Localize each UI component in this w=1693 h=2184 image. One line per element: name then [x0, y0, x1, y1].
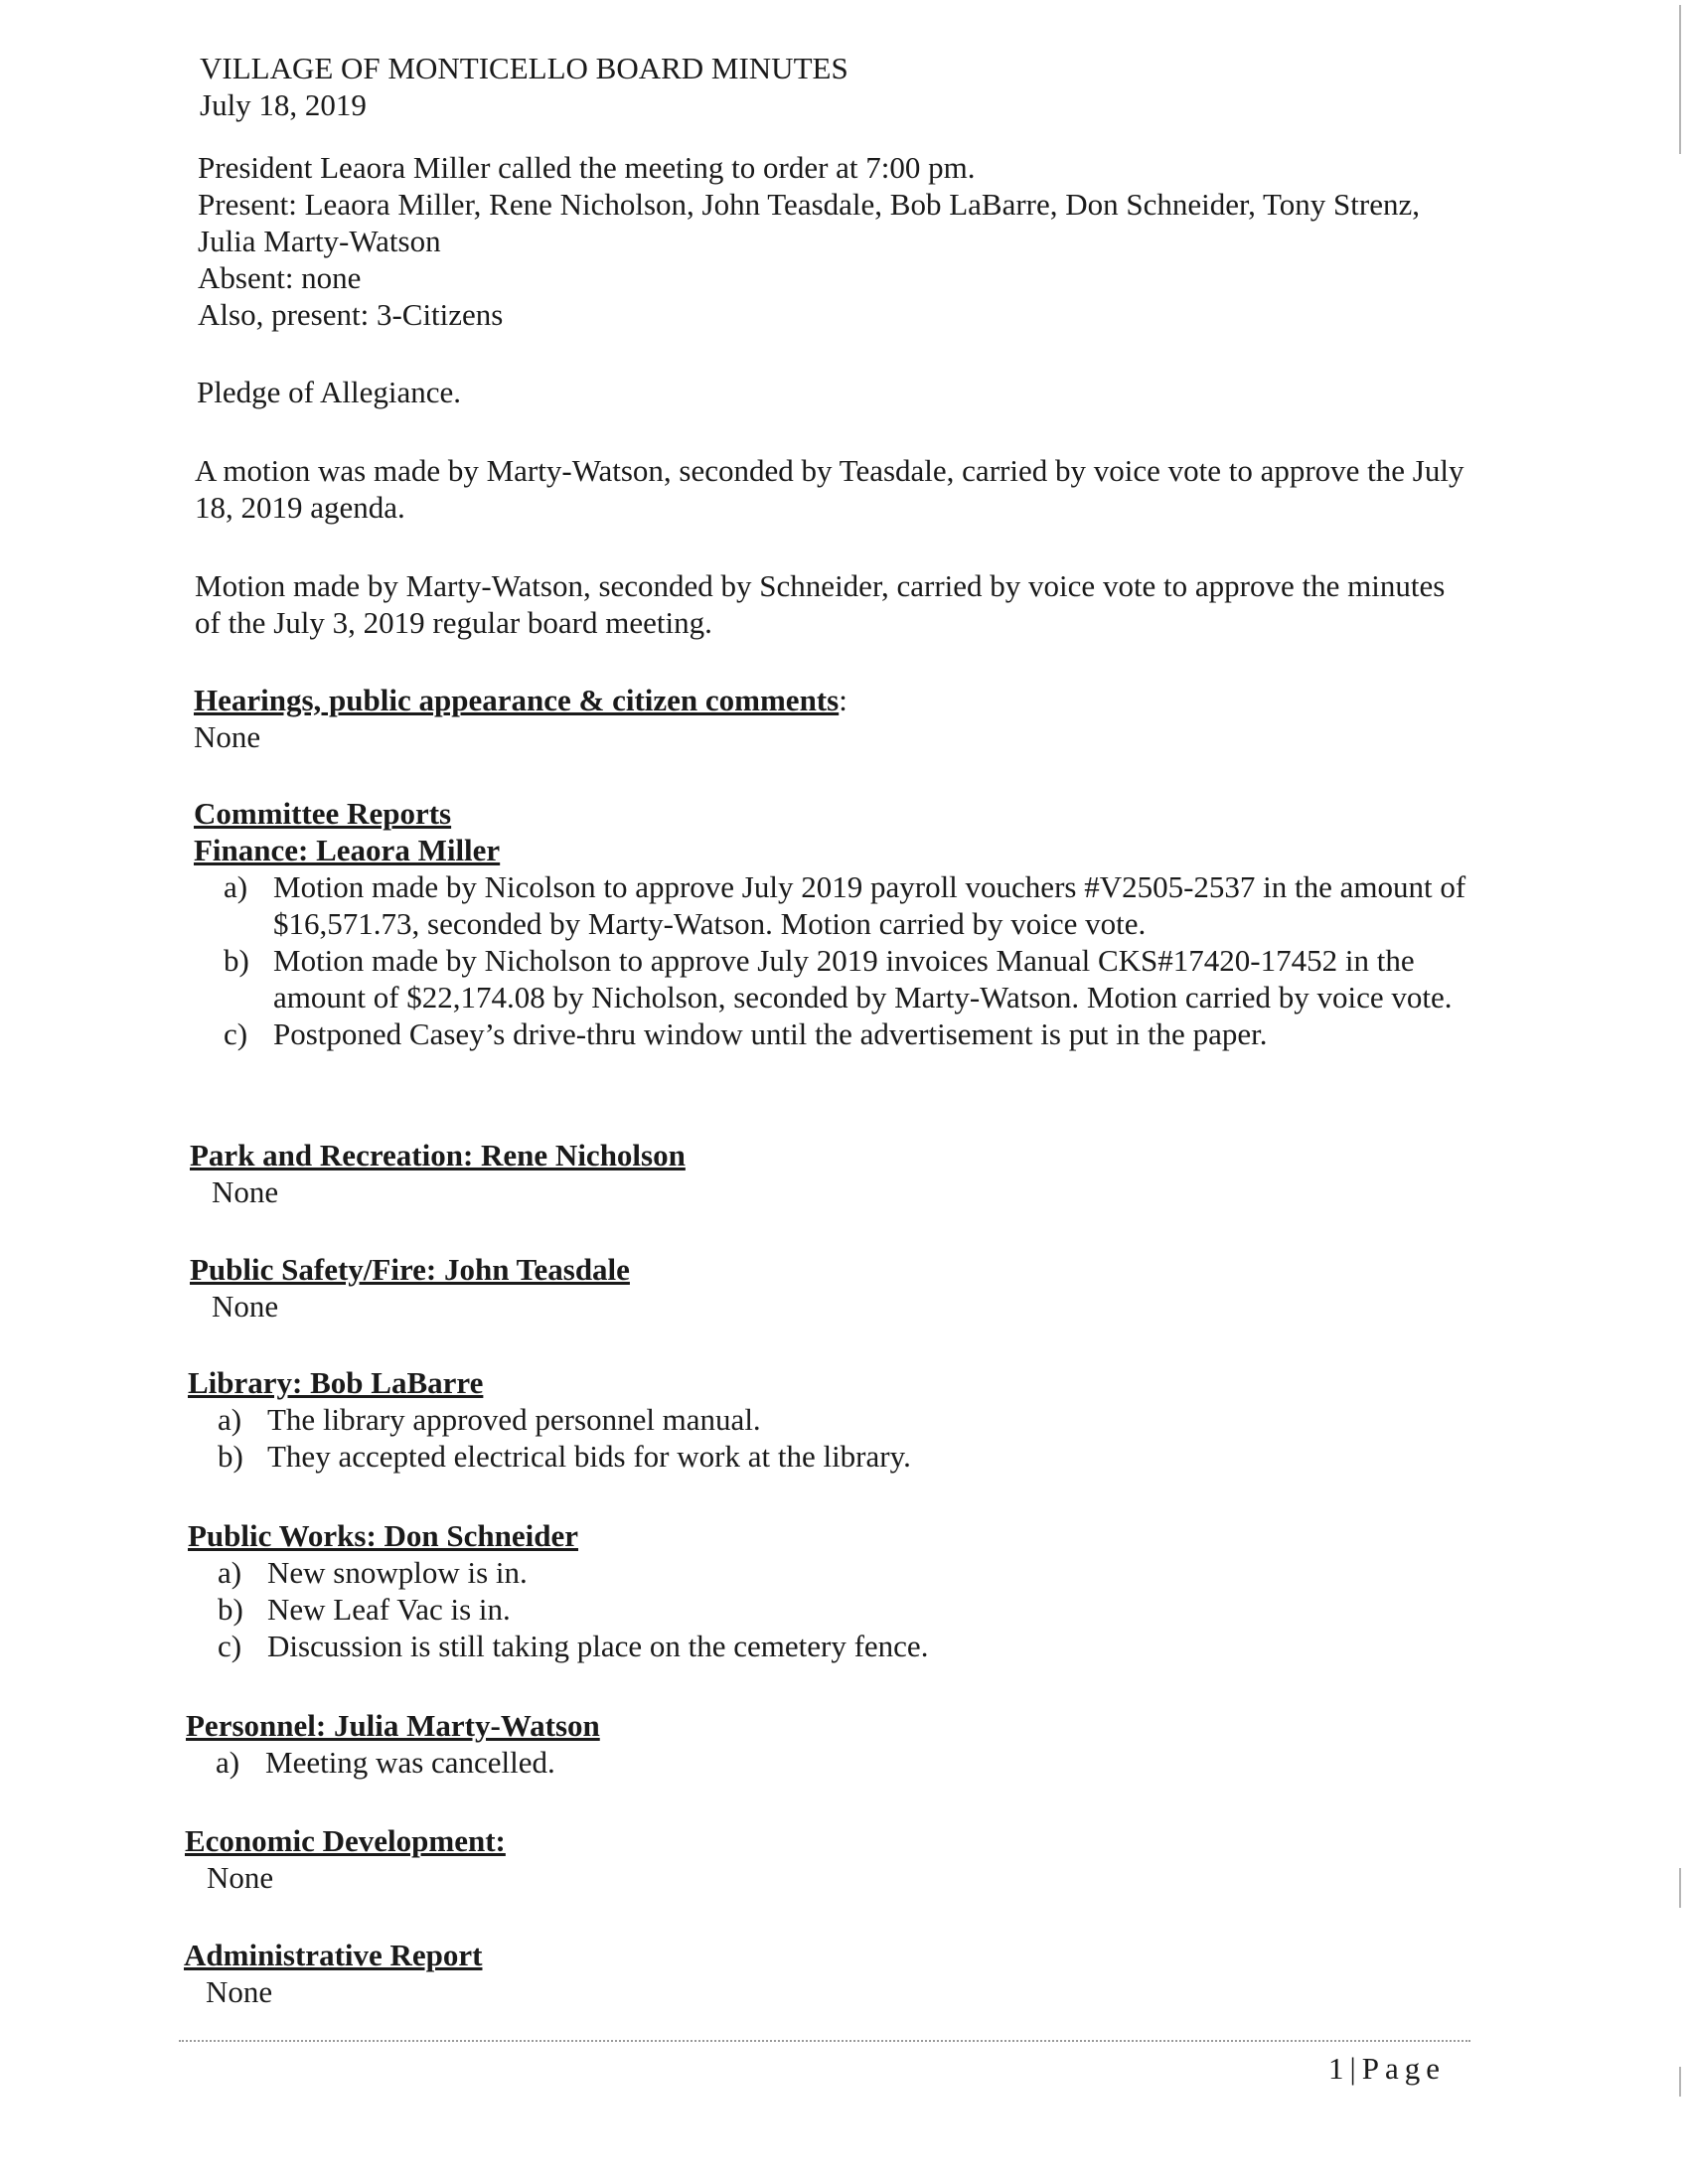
- item-text: New snowplow is in.: [267, 1555, 528, 1590]
- hearings-colon: :: [839, 683, 847, 717]
- also-present-line: Also, present: 3-Citizens: [198, 297, 504, 332]
- item-text: Meeting was cancelled.: [265, 1745, 555, 1780]
- item-text: Motion made by Nicholson to approve July 2019 invoices Manual CKS#17420-17452 in the amount of $22,174.08 by Nicholson, seconded by Marty-Watson. Motion carried by voice vote.: [273, 943, 1453, 1014]
- admin-body: None: [206, 1974, 273, 2009]
- item-text: Postponed Casey’s drive-thru window until the advertisement is put in the paper.: [273, 1016, 1268, 1051]
- list-item: [188, 1401, 1479, 1438]
- list-item: [194, 1015, 1485, 1052]
- item-marker: a): [224, 869, 248, 904]
- item-marker: a): [216, 1745, 240, 1780]
- motion-agenda: A motion was made by Marty-Watson, seconded by Teasdale, carried by voice vote to approve the July 18, 2019 agenda.: [195, 453, 1464, 525]
- list-item: [188, 1591, 1479, 1628]
- list-item: [194, 942, 1485, 1015]
- item-text: The library approved personnel manual.: [267, 1402, 761, 1437]
- scan-edge-mark: [1679, 1868, 1681, 1908]
- item-marker: b): [218, 1592, 243, 1627]
- park-body: None: [212, 1174, 279, 1209]
- safety-heading: Public Safety/Fire: John Teasdale: [190, 1252, 630, 1287]
- item-marker: b): [224, 943, 249, 978]
- personnel-items: [186, 1744, 1477, 1781]
- works-heading: Public Works: Don Schneider: [188, 1518, 579, 1553]
- item-text: New Leaf Vac is in.: [267, 1592, 511, 1627]
- item-marker: c): [224, 1016, 248, 1051]
- admin-section: [184, 1937, 482, 2010]
- economic-body: None: [207, 1860, 274, 1895]
- library-section: [188, 1364, 1479, 1475]
- hearings-body: None: [194, 719, 261, 754]
- item-text: Discussion is still taking place on the cemetery fence.: [267, 1629, 929, 1663]
- title-line-1: VILLAGE OF MONTICELLO BOARD MINUTES: [200, 51, 848, 85]
- opening-section: [198, 149, 1460, 333]
- finance-heading: Finance: Leaora Miller: [194, 833, 501, 867]
- library-items: [188, 1401, 1479, 1475]
- library-heading: Library: Bob LaBarre: [188, 1365, 484, 1400]
- list-item: [188, 1554, 1479, 1591]
- meeting-date: July 18, 2019: [200, 87, 367, 122]
- list-item: [194, 868, 1485, 942]
- list-item: [188, 1438, 1479, 1475]
- personnel-section: [186, 1707, 1477, 1781]
- economic-heading: Economic Development:: [185, 1823, 506, 1858]
- park-section: [190, 1137, 686, 1210]
- list-item: [186, 1744, 1477, 1781]
- committee-reports-heading: Committee Reports: [194, 796, 452, 831]
- item-marker: c): [218, 1629, 242, 1663]
- finance-section: [194, 795, 1485, 1052]
- call-to-order: President Leaora Miller called the meeting to order at 7:00 pm.: [198, 150, 976, 185]
- absent-line: Absent: none: [198, 260, 362, 295]
- hearings-section: [194, 682, 847, 755]
- present-list: Present: Leaora Miller, Rene Nicholson, John Teasdale, Bob LaBarre, Don Schneider, Tony Strenz, Julia Marty-Watson: [198, 187, 1420, 258]
- works-items: [188, 1554, 1479, 1664]
- document-title: [200, 50, 848, 123]
- economic-section: [185, 1822, 506, 1896]
- item-marker: a): [218, 1402, 242, 1437]
- footer-divider: [179, 2040, 1470, 2042]
- park-heading: Park and Recreation: Rene Nicholson: [190, 1138, 686, 1172]
- hearings-heading: Hearings, public appearance & citizen comments: [194, 683, 840, 717]
- safety-section: [190, 1251, 630, 1325]
- finance-items: [194, 868, 1485, 1052]
- item-marker: b): [218, 1439, 243, 1474]
- works-section: [188, 1517, 1479, 1664]
- scan-edge-mark: [1679, 5, 1681, 154]
- list-item: [188, 1628, 1479, 1664]
- personnel-heading: Personnel: Julia Marty-Watson: [186, 1708, 600, 1743]
- page-number: 1|Page: [1328, 2051, 1446, 2086]
- scan-edge-mark: [1679, 2067, 1681, 2097]
- item-text: Motion made by Nicolson to approve July 2019 payroll vouchers #V2505-2537 in the amount of $16,571.73, seconded by Marty-Watson. Motion carried by voice vote.: [273, 869, 1466, 941]
- pledge: Pledge of Allegiance.: [197, 375, 461, 409]
- item-marker: a): [218, 1555, 242, 1590]
- item-text: They accepted electrical bids for work at the library.: [267, 1439, 911, 1474]
- safety-body: None: [212, 1289, 279, 1324]
- motion-minutes: Motion made by Marty-Watson, seconded by Schneider, carried by voice vote to approve the minutes of the July 3, 2019 regular board meeting.: [195, 568, 1446, 640]
- admin-heading: Administrative Report: [184, 1938, 483, 1972]
